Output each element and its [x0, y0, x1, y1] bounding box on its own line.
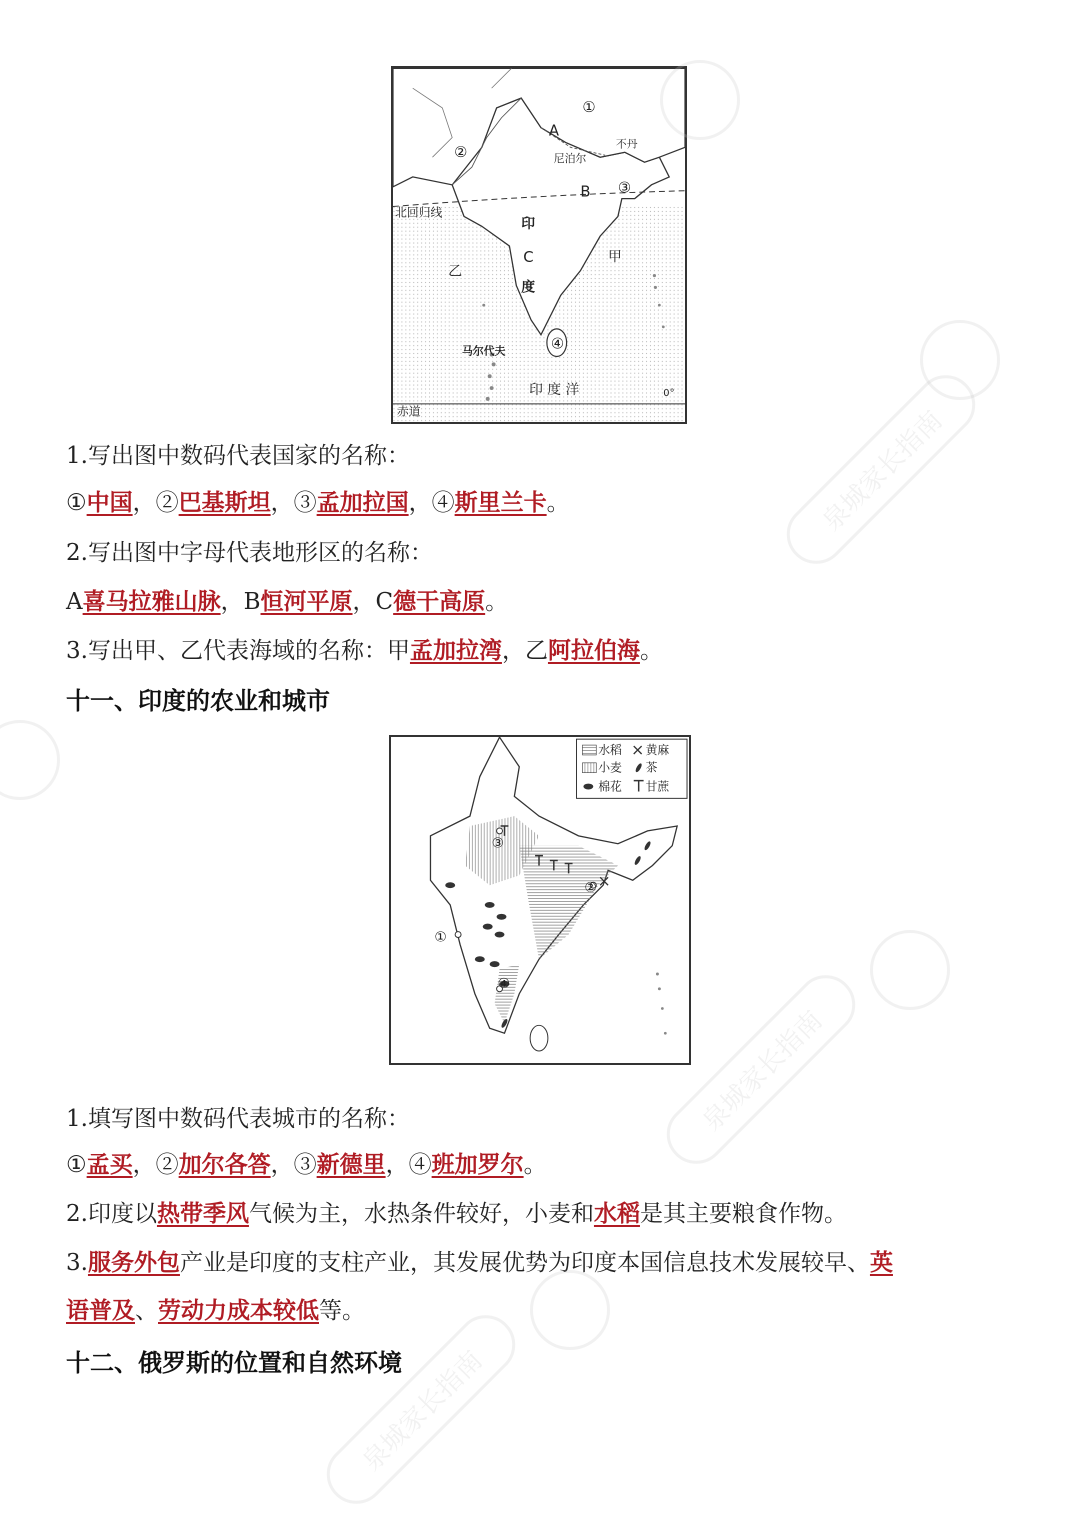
q2-letter-B: ，B — [220, 589, 261, 615]
section-heading-12: 十二、俄罗斯的位置和自然环境 — [66, 1349, 402, 1377]
map1-label-tropic: 北回归线 — [394, 205, 443, 220]
s11-q1-prompt: 1.填写图中数码代表城市的名称： — [66, 1106, 410, 1132]
q1-prompt: 1.写出图中数码代表国家的名称： — [66, 443, 410, 469]
s11-q3-end: 等。 — [319, 1298, 365, 1324]
s11-q1-answer-3: 新德里 — [316, 1152, 386, 1178]
q3-answer-1: 孟加拉湾 — [409, 638, 502, 664]
map1-label-maldives: 马尔代夫 — [462, 344, 506, 358]
map1-label-equator: 赤道 — [396, 404, 421, 419]
legend-sugarcane: 甘蔗 — [645, 779, 670, 794]
map2-label-2: ② — [584, 880, 597, 897]
legend-rice: 水稻 — [598, 742, 622, 757]
s11-q1-num2: ，② — [132, 1152, 179, 1178]
s11-q1-end: 。 — [523, 1152, 547, 1178]
q1-answer-2: 巴基斯坦 — [178, 490, 271, 516]
south-asia-map — [391, 66, 687, 424]
map1-label-yi: 乙 — [448, 263, 463, 280]
s11-q1-num4: ，④ — [385, 1152, 432, 1178]
map1-label-1: ① — [582, 98, 596, 116]
s11-q3-answer-1: 服务外包 — [87, 1250, 180, 1276]
map1-label-zero: 0° — [663, 387, 675, 399]
sri-lanka-island — [530, 1025, 548, 1051]
q1-num2: ，② — [132, 490, 179, 516]
india-agriculture-map — [389, 735, 691, 1065]
map2-label-4: ④ — [497, 975, 510, 992]
map1-label-bhutan: 不丹 — [615, 137, 638, 151]
q1-num4: ，④ — [408, 490, 455, 516]
legend-tea: 茶 — [645, 760, 658, 775]
q3-answer-2: 阿拉伯海 — [547, 638, 640, 664]
map1-label-ocean: 印 度 洋 — [529, 381, 580, 398]
q3-line — [66, 636, 663, 666]
q2-letter-C: ，C — [352, 589, 394, 615]
q2-answer-line — [66, 587, 508, 617]
q2-letter-A: A — [66, 589, 83, 615]
s11-q2-end: 是其主要粮食作物。 — [639, 1201, 847, 1227]
s11-q2-line — [66, 1199, 847, 1229]
q1-answer-1: 中国 — [86, 490, 133, 516]
watermark-logo-icon — [530, 1270, 610, 1350]
s11-q1-num1: ① — [66, 1152, 87, 1178]
map1-label-2: ② — [454, 144, 468, 162]
map1-label-A: A — [548, 122, 559, 140]
s11-q3-answer-2a: 英 — [869, 1250, 893, 1276]
watermark: 泉城家长指南 — [775, 363, 988, 576]
q3-mid: ，乙 — [501, 638, 548, 664]
q2-answer-C: 德干高原 — [393, 589, 486, 615]
south-asia-map-drawing — [393, 68, 685, 422]
watermark-logo-icon — [870, 930, 950, 1010]
s11-q3-sep: 、 — [135, 1298, 158, 1324]
s11-q3-line-1 — [66, 1248, 893, 1278]
q1-end: 。 — [546, 490, 570, 516]
s11-q3-prompt: 3. — [66, 1250, 88, 1276]
q3-end: 。 — [639, 638, 663, 664]
s11-q3-answer-3: 劳动力成本较低 — [158, 1298, 319, 1324]
map2-label-3: ③ — [491, 835, 505, 852]
watermark: 泉城家长指南 — [315, 1303, 528, 1516]
legend-cotton: 棉花 — [598, 779, 622, 794]
watermark-logo-icon — [920, 320, 1000, 400]
q2-end: 。 — [485, 589, 509, 615]
map1-label-B: B — [580, 183, 591, 201]
map1-label-india-2: 度 — [521, 279, 536, 296]
legend-wheat: 小麦 — [598, 760, 622, 775]
map1-label-india-1: 印 — [521, 216, 536, 233]
watermark-logo-icon — [0, 720, 60, 800]
s11-q2-answer-2: 水稻 — [593, 1201, 640, 1227]
s11-q2-answer-1: 热带季风 — [156, 1201, 249, 1227]
map1-label-4: ④ — [550, 335, 565, 353]
s11-q3-answer-2b: 语普及 — [66, 1298, 135, 1324]
map2-label-1: ① — [434, 929, 447, 946]
s11-q1-answer-1: 孟买 — [86, 1152, 133, 1178]
india-agriculture-map-drawing — [391, 737, 689, 1063]
q1-answer-line — [66, 488, 570, 518]
s11-q3-line-2 — [66, 1296, 365, 1326]
map1-label-3: ③ — [617, 179, 632, 197]
andaman-islands — [656, 973, 667, 1035]
q1-answer-4: 斯里兰卡 — [454, 490, 547, 516]
s11-q2-mid: 气候为主，水热条件较好，小麦和 — [248, 1201, 594, 1227]
s11-q1-answer-2: 加尔各答 — [178, 1152, 271, 1178]
section-heading-11: 十一、印度的农业和城市 — [66, 687, 330, 715]
q2-prompt: 2.写出图中字母代表地形区的名称： — [66, 540, 433, 566]
s11-q1-answer-4: 班加罗尔 — [431, 1152, 524, 1178]
q1-answer-3: 孟加拉国 — [316, 490, 409, 516]
s11-q3-mid: 产业是印度的支柱产业，其发展优势为印度本国信息技术发展较早、 — [179, 1250, 870, 1276]
q3-prompt: 3.写出甲、乙代表海域的名称：甲 — [66, 638, 410, 664]
map2-legend — [577, 739, 688, 798]
map1-label-jia: 甲 — [608, 248, 622, 265]
legend-jute: 黄麻 — [645, 742, 670, 757]
q1-num1: ① — [66, 490, 87, 516]
q2-answer-B: 恒河平原 — [260, 589, 353, 615]
q2-answer-A: 喜马拉雅山脉 — [82, 589, 221, 615]
s11-q1-answer-line — [66, 1150, 547, 1180]
map1-label-nepal: 尼泊尔 — [553, 152, 587, 166]
map1-label-C: C — [523, 248, 534, 266]
s11-q1-num3: ，③ — [270, 1152, 317, 1178]
s11-q2-prompt: 2.印度以 — [66, 1201, 157, 1227]
watermark: 泉城家长指南 — [655, 963, 868, 1176]
q1-num3: ，③ — [270, 490, 317, 516]
